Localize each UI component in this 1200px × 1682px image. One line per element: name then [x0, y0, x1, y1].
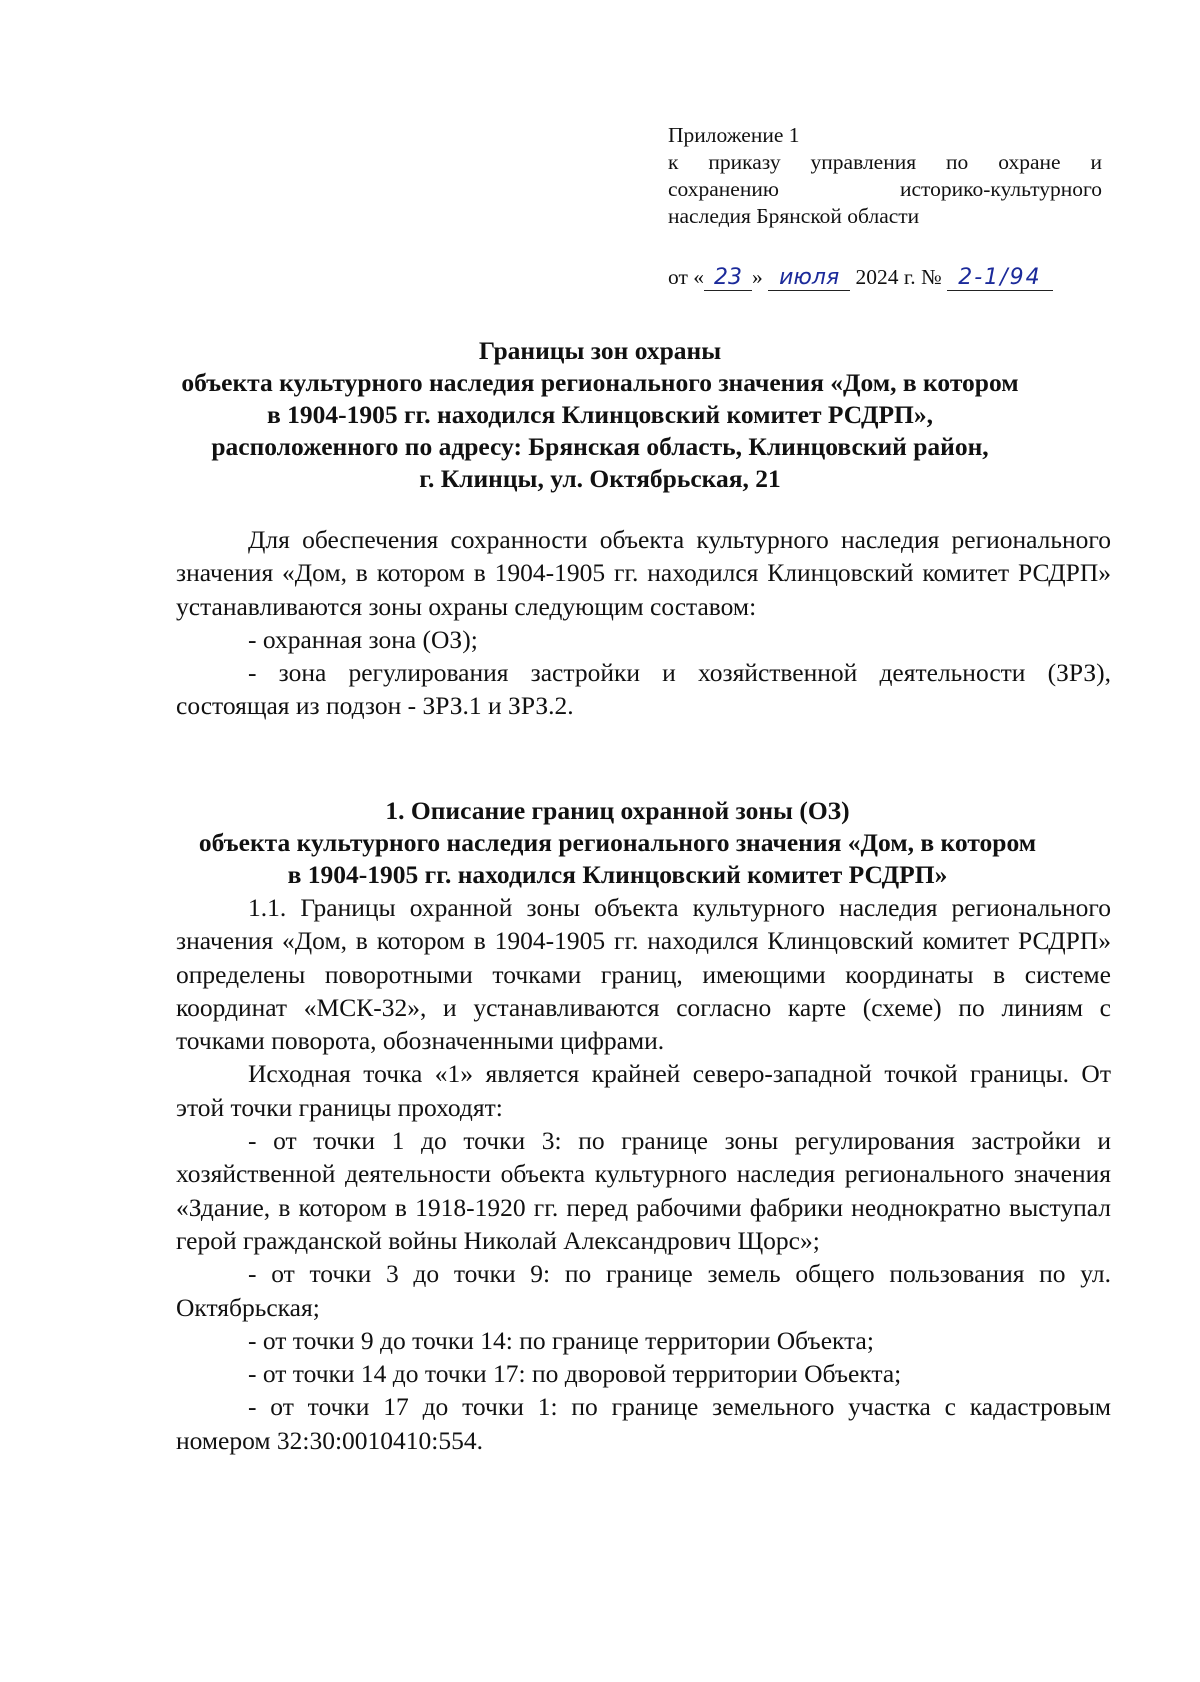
appendix-line: к приказу управления по охране и [668, 150, 1102, 174]
list-item: - зона регулирования застройки и хозяйственной деятельности (ЗРЗ), состоящая из подзон - ЗРЗ.1 и ЗРЗ.2. [176, 658, 1111, 721]
order-mid: » [752, 265, 763, 289]
title-line: в 1904-1905 гг. находился Клинцовский комитет РСДРП», [266, 400, 934, 429]
section-paragraph: Исходная точка «1» является крайней северо-западной точкой границы. От этой точки границы проходят: [176, 1059, 1111, 1122]
title-line: объекта культурного наследия регионального значения «Дом, в котором [181, 368, 1019, 397]
order-year: 2024 г. № [855, 265, 942, 289]
handwritten-order-number: 2-1/94 [947, 266, 1053, 291]
intro-paragraph: Для обеспечения сохранности объекта культурного наследия регионального значения «Дом, в котором в 1904-1905 гг. находился Клинцовский комитет РСДРП» устанавливаются зоны охраны следующим составом: [176, 525, 1111, 621]
section-paragraph: 1.1. Границы охранной зоны объекта культурного наследия регионального значения «Дом, в котором в 1904-1905 гг. находился Клинцовский комитет РСДРП» определены поворотными точками границ, имеющими координаты в системе координат «МСК-32», и устанавливаются согласно карте (схеме) по линиям с точками поворота, обозначенными цифрами. [176, 893, 1111, 1056]
list-item: - от точки 9 до точки 14: по границе территории Объекта; [248, 1325, 874, 1355]
appendix-line: сохранению историко-культурного [668, 177, 1102, 201]
list-item: - от точки 17 до точки 1: по границе земельного участка с кадастровым номером 32:30:0010410:554. [176, 1392, 1111, 1455]
title-line: Границы зон охраны [478, 336, 722, 365]
list-item: - от точки 14 до точки 17: по дворовой территории Объекта; [248, 1359, 902, 1389]
order-reference [668, 262, 1108, 292]
title-line: расположенного по адресу: Брянская область, Клинцовский район, [211, 432, 989, 461]
list-item: - от точки 1 до точки 3: по границе зоны регулирования застройки и хозяйственной деятельности объекта культурного наследия регионального значения «Здание, в котором в 1918-1920 гг. перед рабочими фабрики неоднократно выступал герой гражданской войны Николай Александрович Щорс»; [176, 1126, 1111, 1255]
section-heading-line: объекта культурного наследия регионального значения «Дом, в котором [198, 828, 1037, 857]
appendix-heading: Приложение 1 [668, 123, 800, 147]
appendix-header [668, 122, 1102, 230]
handwritten-month: июля [768, 266, 850, 291]
title-line: г. Клинцы, ул. Октябрьская, 21 [419, 464, 781, 493]
list-item: - от точки 3 до точки 9: по границе земель общего пользования по ул. Октябрьская; [176, 1259, 1111, 1322]
section-body [176, 891, 1111, 1457]
handwritten-day: 23 [704, 266, 752, 291]
document-title [150, 335, 1050, 495]
order-prefix: от « [668, 265, 704, 289]
section-heading [150, 795, 1085, 891]
appendix-line: наследия Брянской области [668, 204, 920, 228]
section-heading-line: в 1904-1905 гг. находился Клинцовский комитет РСДРП» [287, 860, 948, 889]
section-heading-line: 1. Описание границ охранной зоны (ОЗ) [385, 796, 850, 825]
list-item: - охранная зона (ОЗ); [248, 624, 478, 654]
intro-block [176, 523, 1111, 723]
